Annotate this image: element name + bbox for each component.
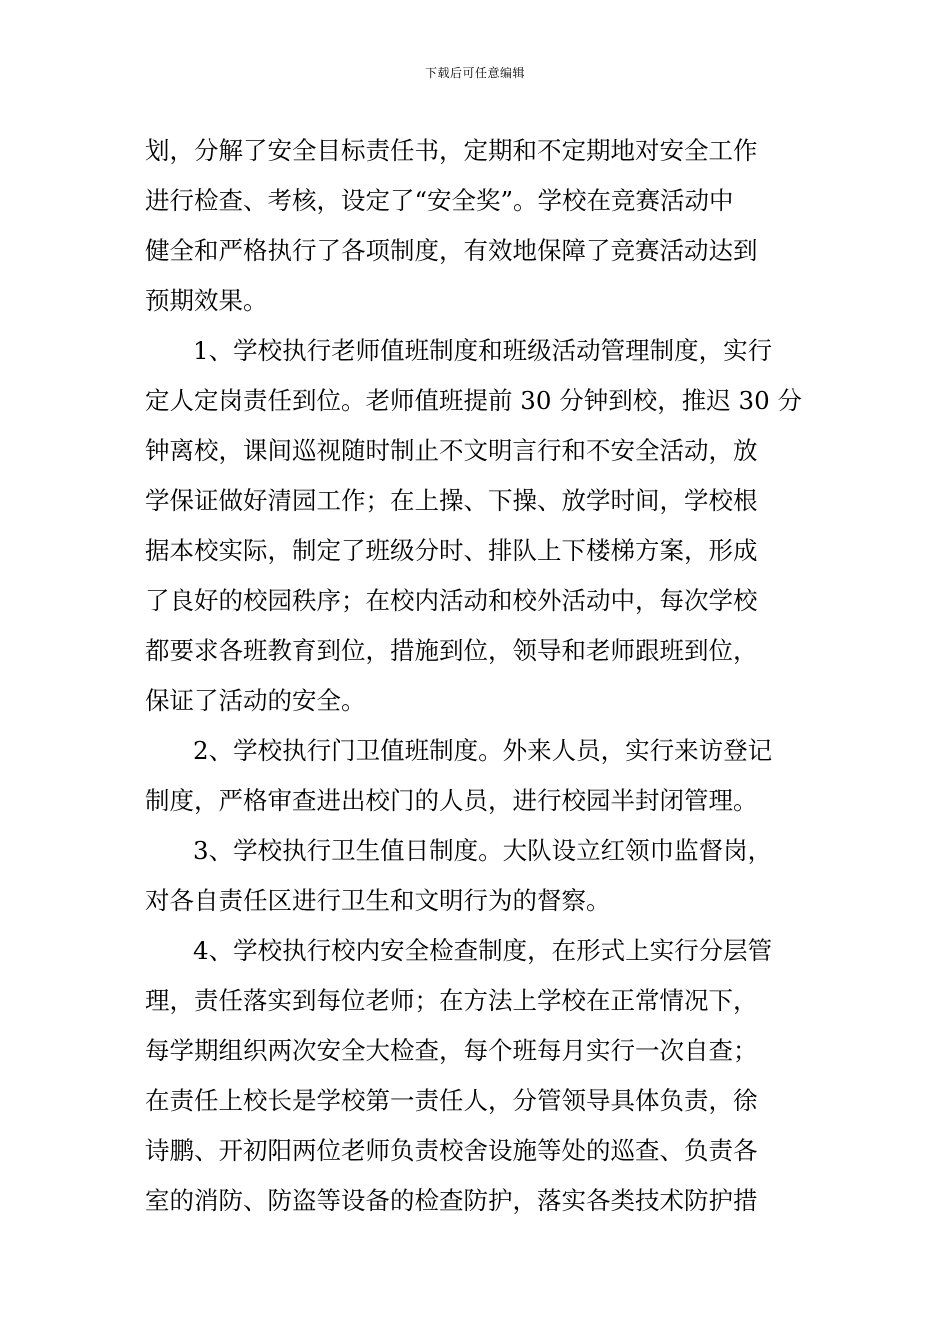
- text-line: 据本校实际，制定了班级分时、排队上下楼梯方案，形成: [145, 536, 758, 565]
- text-line: 诗鹏、开初阳两位老师负责校舍设施等处的巡查、负责各: [145, 1136, 758, 1165]
- text-line: 制度，严格审查进出校门的人员，进行校园半封闭管理。: [145, 786, 758, 815]
- text-line: 都要求各班教育到位，措施到位，领导和老师跟班到位，: [145, 636, 758, 665]
- text-line: 在责任上校长是学校第一责任人，分管领导具体负责，徐: [145, 1086, 758, 1115]
- text-line: 定人定岗责任到位。老师值班提前 30 分钟到校，推迟 30 分: [145, 386, 802, 415]
- text-line: 保证了活动的安全。: [145, 686, 366, 715]
- text-line: 对各自责任区进行卫生和文明行为的督察。: [145, 886, 611, 915]
- text-line: 健全和严格执行了各项制度，有效地保障了竞赛活动达到: [145, 236, 758, 265]
- header-text: 下载后可任意编辑: [424, 66, 525, 80]
- text-line: 划，分解了安全目标责任书，定期和不定期地对安全工作: [145, 136, 758, 165]
- text-line: 了良好的校园秩序；在校内活动和校外活动中，每次学校: [145, 586, 758, 615]
- text-line: 进行检查、考核，设定了“安全奖”。学校在竞赛活动中: [145, 186, 734, 215]
- text-line: 4、学校执行校内安全检查制度，在形式上实行分层管: [193, 936, 773, 965]
- text-line: 2、学校执行门卫值班制度。外来人员，实行来访登记: [193, 736, 773, 765]
- text-line: 预期效果。: [145, 286, 268, 315]
- page-header: [0, 64, 950, 82]
- text-line: 1、学校执行老师值班制度和班级活动管理制度，实行: [193, 336, 773, 365]
- text-line: 每学期组织两次安全大检查，每个班每月实行一次自查；: [145, 1036, 758, 1065]
- text-line: 室的消防、防盗等设备的检查防护，落实各类技术防护措: [145, 1186, 758, 1215]
- text-line: 3、学校执行卫生值日制度。大队设立红领巾监督岗，: [193, 836, 773, 865]
- document-body: [145, 126, 807, 1226]
- text-line: 学保证做好清园工作；在上操、下操、放学时间，学校根: [145, 486, 758, 515]
- text-line: 理，责任落实到每位老师；在方法上学校在正常情况下，: [145, 986, 758, 1015]
- text-line: 钟离校，课间巡视随时制止不文明言行和不安全活动，放: [145, 436, 758, 465]
